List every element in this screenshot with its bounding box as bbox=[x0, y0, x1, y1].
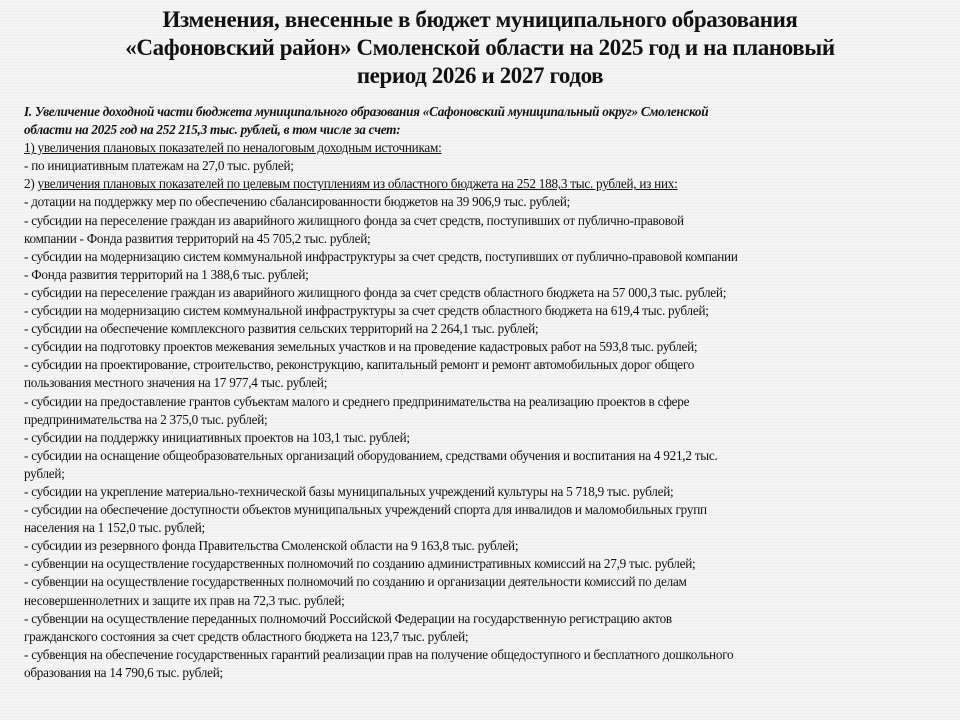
text-line: 1) увеличения плановых показателей по неналоговым доходным источникам: bbox=[24, 140, 442, 156]
text-line: - субвенция на обеспечение государственных гарантий реализации прав на получение общедоступного и бесплатного дошкольного bbox=[24, 646, 734, 662]
text-line: - субсидии на обеспечение доступности объектов муниципальных учреждений спорта для инвалидов и маломобильных групп bbox=[24, 502, 707, 518]
text-line: пользования местного значения на 17 977,4 тыс. рублей; bbox=[24, 375, 328, 391]
slide-title bbox=[0, 6, 960, 90]
text-line: I. Увеличение доходной части бюджета муниципального образования «Сафоновский муниципальный округ» Смоленской bbox=[24, 104, 709, 119]
text-line: - дотации на поддержку мер по обеспечению сбалансированности бюджетов на 39 906,9 тыс. рублей; bbox=[24, 194, 571, 210]
text-line: - субсидии на проектирование, строительство, реконструкцию, капитальный ремонт и ремонт автомобильных дорог общего bbox=[24, 357, 695, 373]
text-line: гражданского состояния за счет средств областного бюджета на 123,7 тыс. рублей; bbox=[24, 628, 469, 644]
text-line: образования на 14 790,6 тыс. рублей; bbox=[24, 664, 223, 680]
text-line: компании - Фонда развития территорий на 45 705,2 тыс. рублей; bbox=[24, 230, 371, 246]
text-line: - субвенции на осуществление государственных полномочий по созданию и организации деятельности комиссий по делам bbox=[24, 574, 687, 590]
text-line: - субсидии на укрепление материально-технической базы муниципальных учреждений культуры на 5 718,9 тыс. рублей; bbox=[24, 483, 674, 499]
text-line: - Фонда развития территорий на 1 388,6 тыс. рублей; bbox=[24, 266, 309, 282]
text-line bbox=[24, 175, 944, 193]
text-line: - субвенции на осуществление переданных полномочий Российской Федерации на государственную регистрацию актов bbox=[24, 610, 672, 626]
text-line: населения на 1 152,0 тыс. рублей; bbox=[24, 520, 205, 536]
text-line: рублей; bbox=[24, 465, 65, 481]
title-line: Изменения, внесенные в бюджет муниципального образования bbox=[162, 7, 798, 32]
underlined-heading: увеличения плановых показателей по целевым поступлениям из областного бюджета на 252 188,3 тыс. рублей, из них: bbox=[37, 176, 678, 192]
text-line: - субсидии на подготовку проектов межевания земельных участков и на проведение кадастровых работ на 593,8 тыс. рублей; bbox=[24, 339, 698, 355]
text-line: - по инициативным платежам на 27,0 тыс. рублей; bbox=[24, 158, 294, 174]
text-line: области на 2025 год на 252 215,3 тыс. рублей, в том числе за счет: bbox=[24, 122, 401, 138]
text-line: - субсидии на модернизацию систем коммунальной инфраструктуры за счет средств, поступивших от публично-правовой компании bbox=[24, 248, 738, 264]
text-line: - субсидии на оснащение общеобразовательных организаций оборудованием, средствами обучения и воспитания на 4 921,2 тыс. bbox=[24, 447, 718, 463]
list-number: 2) bbox=[24, 176, 38, 192]
text-line: - субсидии на поддержку инициативных проектов на 103,1 тыс. рублей; bbox=[24, 429, 410, 445]
text-line: - субсидии из резервного фонда Правительства Смоленской области на 9 163,8 тыс. рублей; bbox=[24, 538, 519, 554]
text-line: - субсидии на переселение граждан из аварийного жилищного фонда за счет средств, поступивших от публично-правовой bbox=[24, 212, 684, 228]
text-line: - субсидии на модернизацию систем коммунальной инфраструктуры за счет средств областного бюджета на 619,4 тыс. рублей; bbox=[24, 303, 709, 319]
text-line: предпринимательства на 2 375,0 тыс. рублей; bbox=[24, 411, 268, 427]
text-line: - субсидии на предоставление грантов субъектам малого и среднего предпринимательства на реализацию проектов в сфере bbox=[24, 393, 690, 409]
text-line: несовершеннолетних и защите их прав на 72,3 тыс. рублей; bbox=[24, 592, 345, 608]
title-line: период 2026 и 2027 годов bbox=[356, 63, 604, 88]
title-line: «Сафоновский район» Смоленской области на 2025 год и на плановый bbox=[125, 35, 835, 60]
text-line: - субвенции на осуществление государственных полномочий по созданию административных комиссий на 27,9 тыс. рублей; bbox=[24, 556, 696, 572]
text-line: - субсидии на переселение граждан из аварийного жилищного фонда за счет средств областного бюджета на 57 000,3 тыс. рублей; bbox=[24, 284, 727, 300]
document-body bbox=[24, 103, 944, 682]
text-line: - субсидии на обеспечение комплексного развития сельских территорий на 2 264,1 тыс. рублей; bbox=[24, 321, 539, 337]
